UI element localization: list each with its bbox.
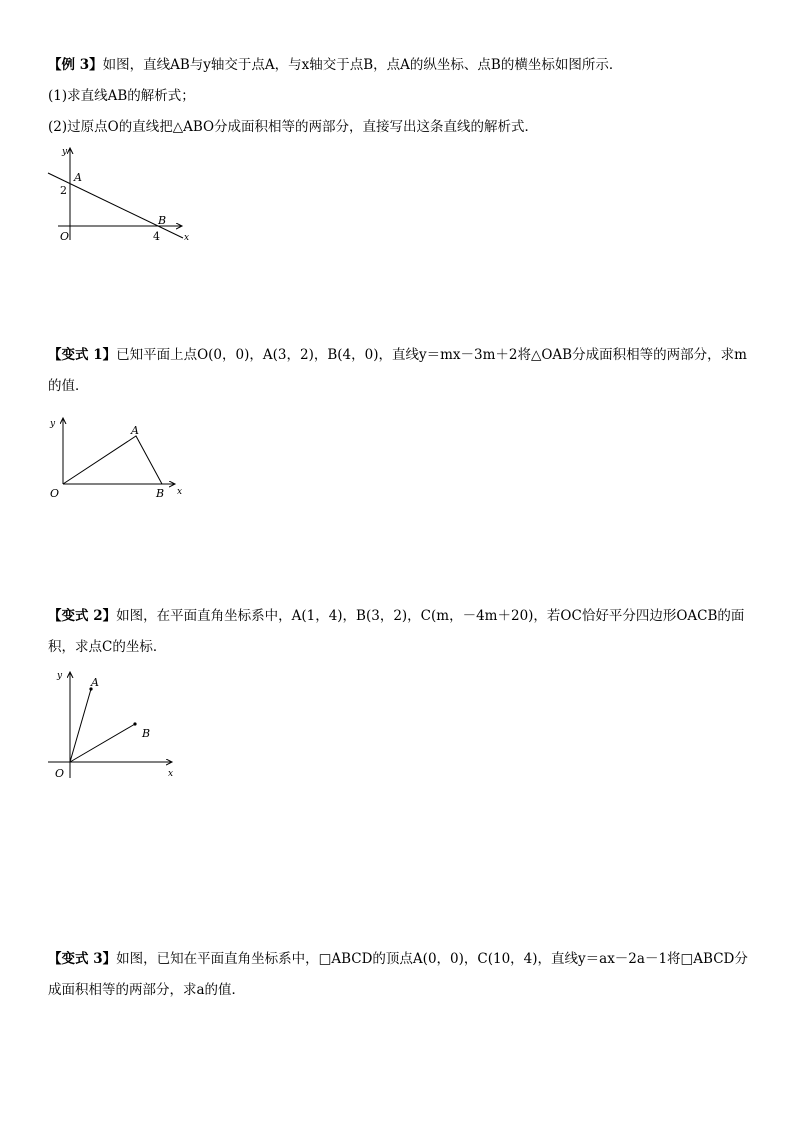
variant-3-text-cont: 成面积相等的两部分，求a的值．	[48, 982, 246, 998]
variant-2-tag: 【变式 2】	[48, 608, 117, 624]
origin-label: O	[60, 230, 70, 243]
point-b-label: B	[156, 487, 165, 500]
y-intercept-label: 2	[60, 184, 67, 197]
variant-3-text: 如图，已知在平面直角坐标系中，□ABCD的顶点A(0，0)，C(10，4)，直线y＝ax－2a－1将□ABCD分	[116, 951, 748, 967]
point-a-label: A	[91, 676, 99, 689]
y-axis-label: y	[50, 419, 56, 429]
variant-2-statement	[48, 606, 768, 626]
variant-2-text: 如图，在平面直角坐标系中，A(1，4)，B(3，2)，C(m，－4m＋20)，若OC恰好平分四边形OACB的面	[116, 608, 745, 624]
example-3-figure	[40, 142, 200, 247]
variant-3-tag: 【变式 3】	[48, 951, 117, 967]
point-b-label: B	[142, 727, 151, 740]
y-axis-label: y	[57, 671, 63, 681]
example-3-text: 如图，直线AB与y轴交于点A，与x轴交于点B，点A的纵坐标、点B的横坐标如图所示．	[102, 57, 623, 73]
origin-label: O	[50, 487, 60, 500]
x-axis-label: x	[177, 487, 183, 497]
variant-1-text: 已知平面上点O(0，0)，A(3，2)，B(4，0)，直线y＝mx－3m＋2将△OAB分成面积相等的两部分，求m	[116, 347, 747, 363]
point-a-label: A	[74, 171, 82, 184]
example-3-tag: 【例 3】	[48, 57, 103, 73]
variant-3-statement	[48, 949, 768, 969]
x-axis-label: x	[184, 233, 190, 243]
example-3-question-1: (1)求直线AB的解析式；	[48, 88, 195, 104]
point-a-label: A	[131, 424, 139, 437]
example-3-question-2: (2)过原点O的直线把△ABO分成面积相等的两部分，直接写出这条直线的解析式．	[48, 119, 539, 135]
origin-label: O	[55, 767, 65, 780]
variant-1-text-cont: 的值．	[48, 378, 89, 394]
variant-2-figure	[40, 666, 190, 784]
variant-1-statement	[48, 345, 768, 365]
triangle-oab	[63, 436, 162, 484]
variant-1-tag: 【变式 1】	[48, 347, 117, 363]
point-b	[133, 722, 136, 725]
example-3-statement	[48, 55, 768, 75]
variant-2-text-cont: 积，求点C的坐标．	[48, 639, 167, 655]
line-ab	[48, 173, 183, 238]
variant-1-figure	[40, 412, 200, 504]
x-intercept-label: 4	[153, 230, 160, 243]
y-axis-label: y	[62, 147, 68, 157]
x-axis-label: x	[168, 769, 174, 779]
point-b-label: B	[158, 214, 167, 227]
